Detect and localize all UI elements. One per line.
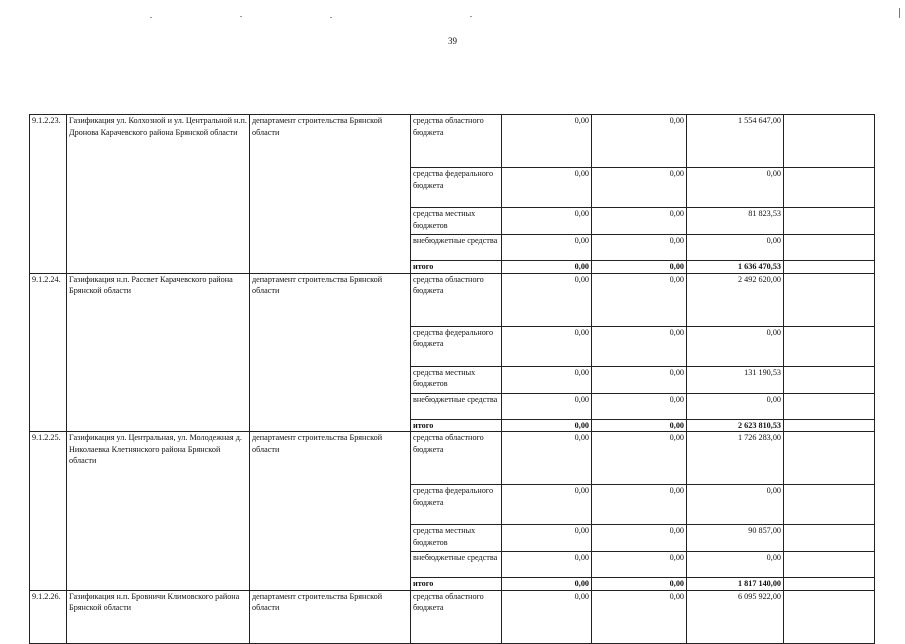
table-row: [30, 273, 875, 326]
value-col-4: [784, 393, 875, 419]
value-col-4: [784, 235, 875, 261]
value-col-1: 0,00: [502, 168, 592, 208]
value-col-4: [784, 208, 875, 235]
funding-source: итого: [411, 419, 502, 432]
value-col-4: [784, 366, 875, 393]
funding-source: внебюджетные средства: [411, 552, 502, 578]
value-col-1: 0,00: [502, 590, 592, 643]
value-col-1: 0,00: [502, 525, 592, 552]
value-col-2: 0,00: [592, 366, 687, 393]
funding-source: средства областного бюджета: [411, 115, 502, 168]
funding-source: средства областного бюджета: [411, 590, 502, 643]
value-col-3: 0,00: [687, 168, 784, 208]
value-col-2: 0,00: [592, 552, 687, 578]
value-col-2: 0,00: [592, 261, 687, 274]
value-col-4: [784, 261, 875, 274]
department: департамент строительства Брянской области: [250, 115, 411, 274]
table-row: [30, 115, 875, 168]
department: департамент строительства Брянской области: [250, 273, 411, 432]
scan-dot: [330, 17, 332, 18]
value-col-4: [784, 115, 875, 168]
value-col-4: [784, 326, 875, 366]
value-col-1: 0,00: [502, 552, 592, 578]
funding-source: средства местных бюджетов: [411, 525, 502, 552]
item-name: Газификация н.п. Бровничи Климовского района Брянской области: [67, 590, 250, 643]
value-col-2: 0,00: [592, 168, 687, 208]
value-col-2: 0,00: [592, 115, 687, 168]
department: департамент строительства Брянской области: [250, 432, 411, 591]
value-col-2: 0,00: [592, 432, 687, 485]
value-col-4: [784, 578, 875, 591]
value-col-4: [784, 485, 875, 525]
funding-source: итого: [411, 261, 502, 274]
item-code: 9.1.2.23.: [30, 115, 67, 274]
item-code: 9.1.2.25.: [30, 432, 67, 591]
value-col-1: 0,00: [502, 326, 592, 366]
item-name: Газификация ул. Центральная, ул. Молодежная д. Николаевка Клетнянского района Брянской области: [67, 432, 250, 591]
value-col-1: 0,00: [502, 208, 592, 235]
value-col-2: 0,00: [592, 419, 687, 432]
value-col-3: 2 492 620,00: [687, 273, 784, 326]
funding-source: средства федерального бюджета: [411, 326, 502, 366]
value-col-4: [784, 273, 875, 326]
page-number: 39: [448, 36, 457, 46]
value-col-4: [784, 590, 875, 643]
value-col-1: 0,00: [502, 419, 592, 432]
value-col-3: 0,00: [687, 552, 784, 578]
value-col-3: 90 857,00: [687, 525, 784, 552]
value-col-1: 0,00: [502, 273, 592, 326]
value-col-1: 0,00: [502, 393, 592, 419]
item-name: Газификация ул. Колхозной и ул. Центральной н.п. Дронова Карачевского района Брянской области: [67, 115, 250, 274]
value-col-2: 0,00: [592, 273, 687, 326]
item-code: 9.1.2.26.: [30, 590, 67, 643]
value-col-3: 1 817 140,00: [687, 578, 784, 591]
value-col-3: 131 190,53: [687, 366, 784, 393]
budget-table: [29, 114, 875, 644]
funding-source: средства областного бюджета: [411, 273, 502, 326]
funding-source: средства федерального бюджета: [411, 485, 502, 525]
value-col-4: [784, 432, 875, 485]
value-col-3: 81 823,53: [687, 208, 784, 235]
value-col-3: 1 554 647,00: [687, 115, 784, 168]
value-col-3: 1 636 470,53: [687, 261, 784, 274]
value-col-1: 0,00: [502, 261, 592, 274]
value-col-1: 0,00: [502, 366, 592, 393]
value-col-1: 0,00: [502, 432, 592, 485]
funding-source: внебюджетные средства: [411, 393, 502, 419]
value-col-2: 0,00: [592, 208, 687, 235]
value-col-3: 1 726 283,00: [687, 432, 784, 485]
funding-source: средства федерального бюджета: [411, 168, 502, 208]
value-col-4: [784, 168, 875, 208]
value-col-3: 0,00: [687, 393, 784, 419]
value-col-2: 0,00: [592, 326, 687, 366]
funding-source: средства местных бюджетов: [411, 208, 502, 235]
value-col-2: 0,00: [592, 578, 687, 591]
value-col-2: 0,00: [592, 393, 687, 419]
scan-dot: [150, 17, 152, 18]
funding-source: итого: [411, 578, 502, 591]
value-col-3: 0,00: [687, 485, 784, 525]
scan-edge-mark: [899, 8, 900, 18]
table-row: [30, 432, 875, 485]
value-col-1: 0,00: [502, 578, 592, 591]
value-col-1: 0,00: [502, 115, 592, 168]
value-col-3: 0,00: [687, 235, 784, 261]
value-col-3: 2 623 810,53: [687, 419, 784, 432]
value-col-3: 6 095 922,00: [687, 590, 784, 643]
scan-dot: [240, 16, 242, 17]
item-code: 9.1.2.24.: [30, 273, 67, 432]
value-col-4: [784, 552, 875, 578]
value-col-2: 0,00: [592, 485, 687, 525]
funding-source: средства областного бюджета: [411, 432, 502, 485]
value-col-3: 0,00: [687, 326, 784, 366]
value-col-4: [784, 419, 875, 432]
table-row: [30, 590, 875, 643]
value-col-1: 0,00: [502, 235, 592, 261]
scan-dot: [470, 16, 472, 17]
department: департамент строительства Брянской области: [250, 590, 411, 643]
value-col-2: 0,00: [592, 525, 687, 552]
value-col-2: 0,00: [592, 590, 687, 643]
value-col-4: [784, 525, 875, 552]
funding-source: внебюджетные средства: [411, 235, 502, 261]
funding-source: средства местных бюджетов: [411, 366, 502, 393]
item-name: Газификация н.п. Рассвет Карачевского района Брянской области: [67, 273, 250, 432]
value-col-1: 0,00: [502, 485, 592, 525]
value-col-2: 0,00: [592, 235, 687, 261]
